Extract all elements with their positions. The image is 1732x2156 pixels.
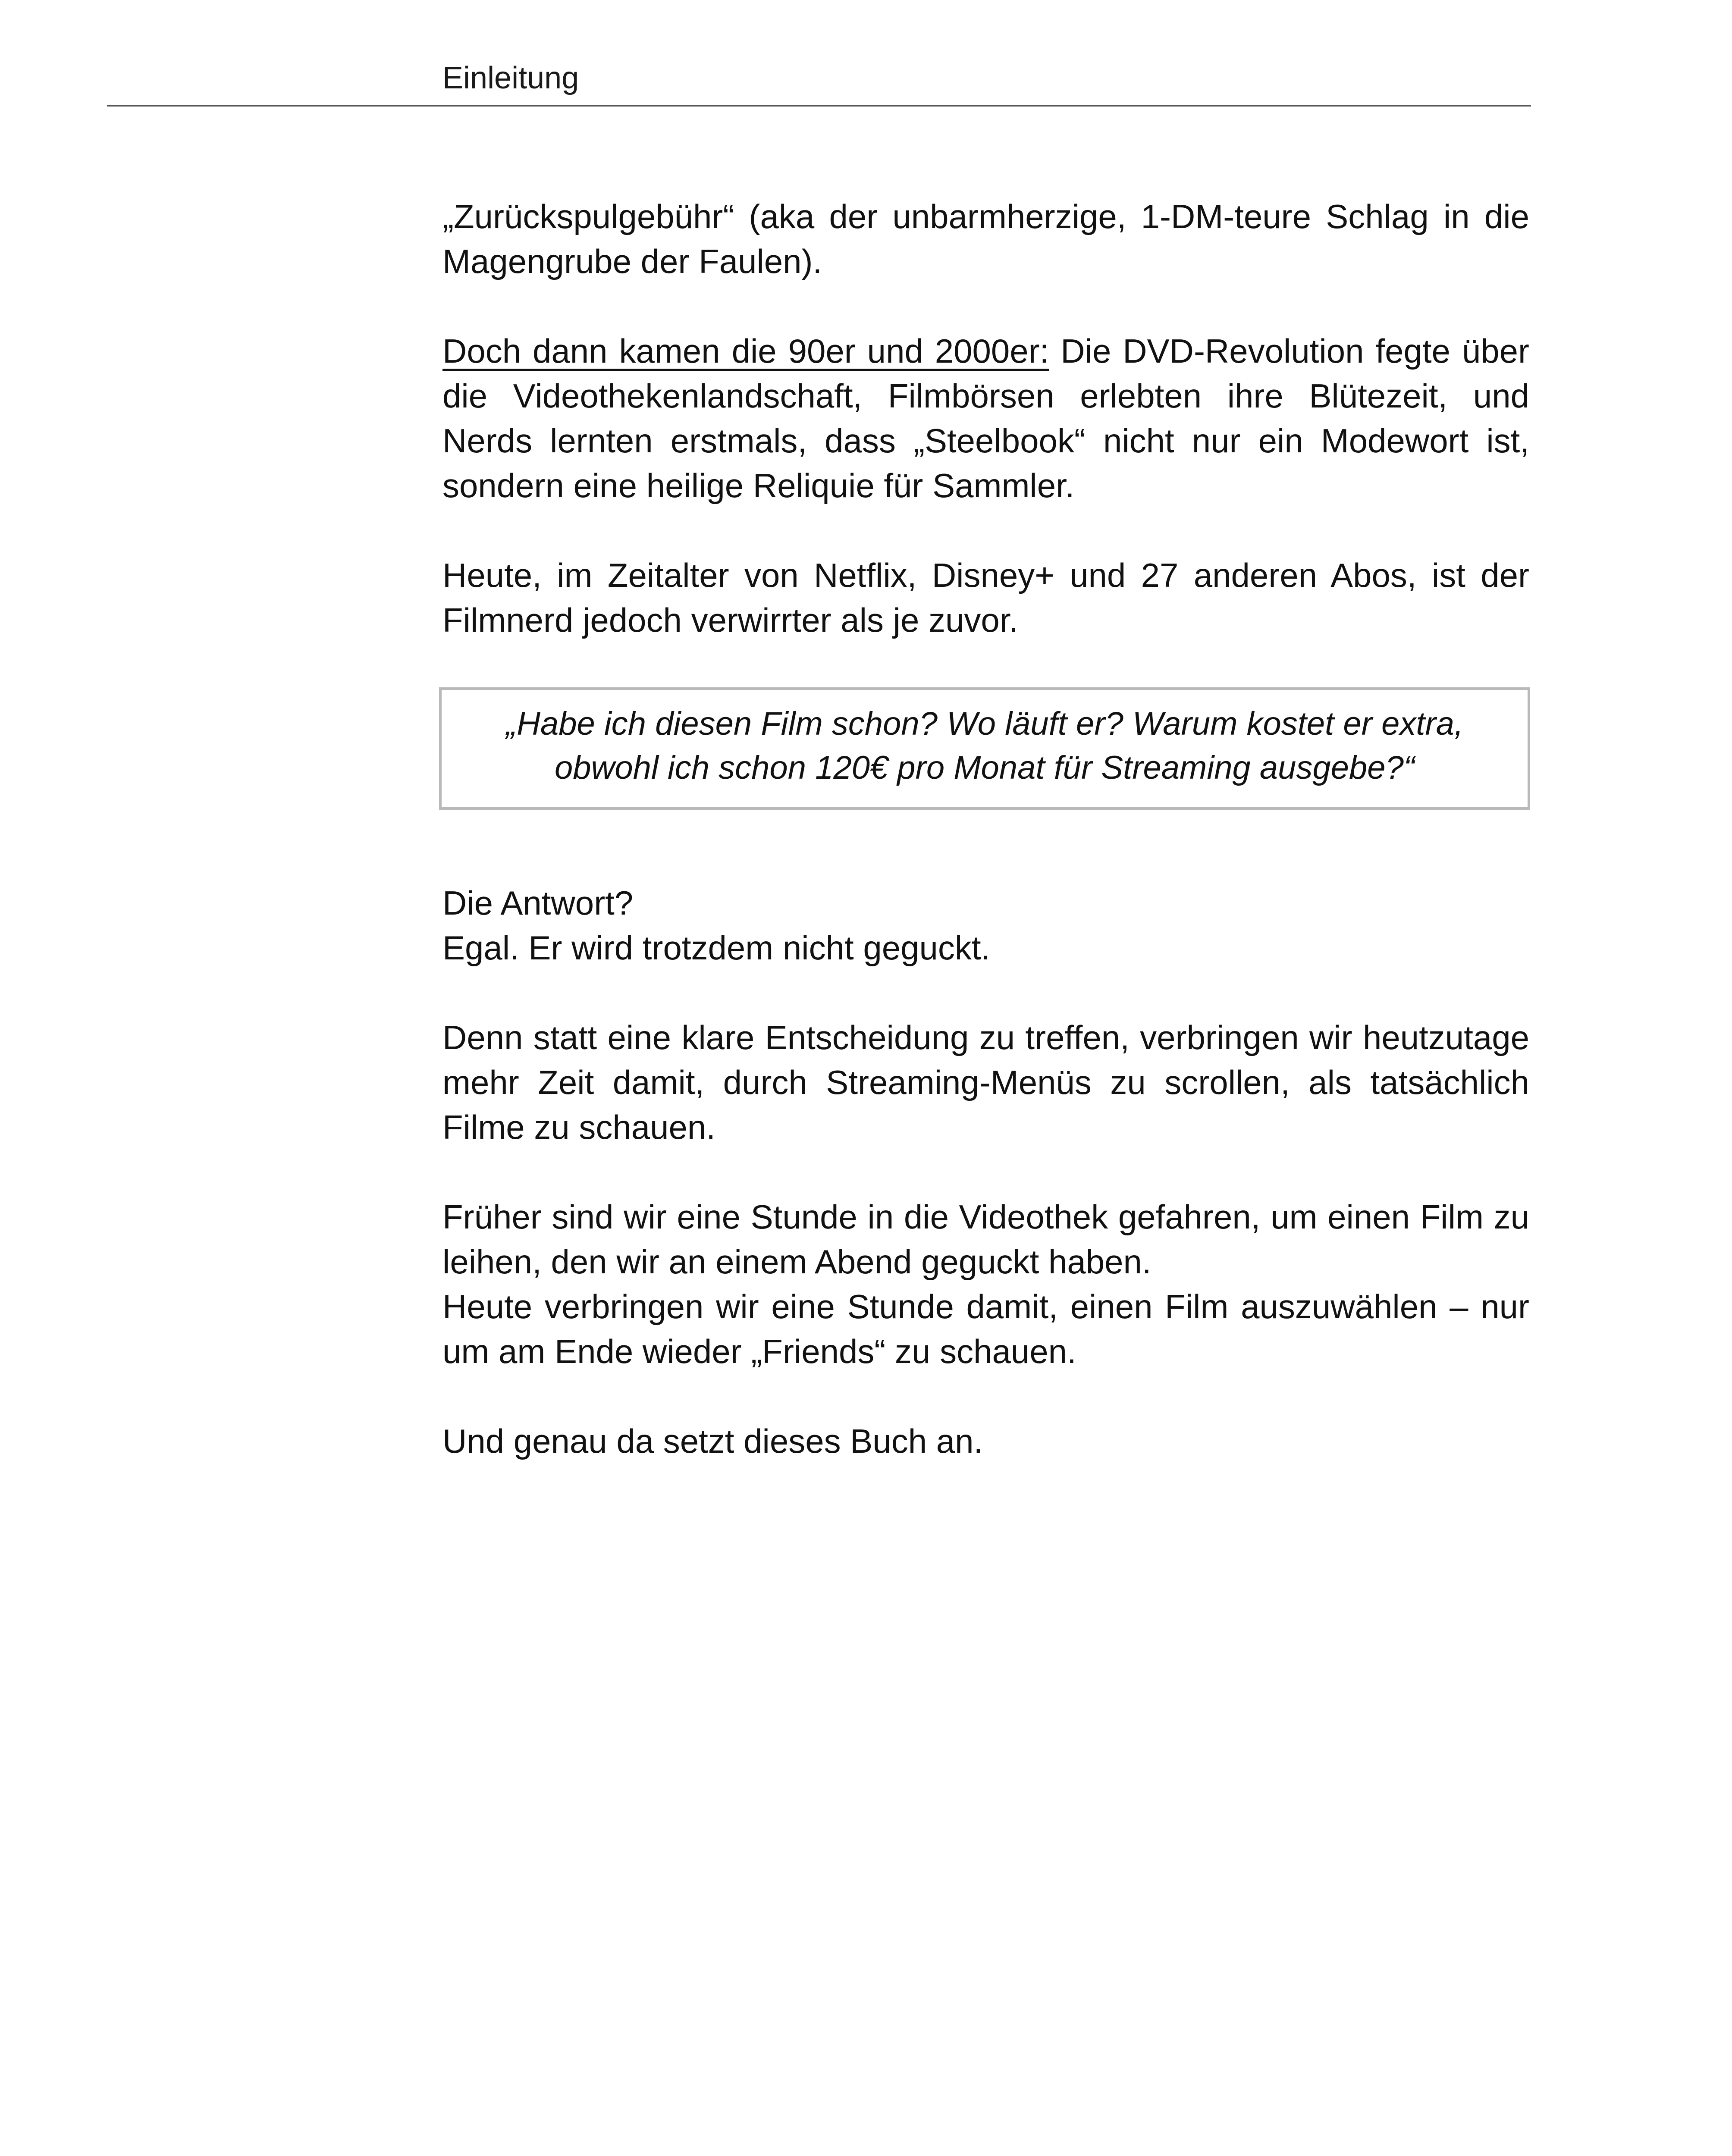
- then-text: Früher sind wir eine Stunde in die Videothek gefahren, um einen Film zu leihen, den wir an einem Abend geguckt haben.: [442, 1198, 1529, 1281]
- quote-line-2: obwohl ich schon 120€ pro Monat für Streaming ausgebe?“: [554, 749, 1415, 786]
- paragraph-streaming-today: Heute, im Zeitalter von Netflix, Disney+ und 27 anderen Abos, ist der Filmnerd jedoch verwirrter als je zuvor.: [442, 556, 1529, 639]
- quote-box: [439, 687, 1530, 810]
- answer-text: Egal. Er wird trotzdem nicht geguckt.: [442, 929, 991, 967]
- running-header: Einleitung: [442, 61, 579, 95]
- paragraph-book-intro: Und genau da setzt dieses Buch an.: [442, 1422, 983, 1460]
- paragraph-then-and-now: [442, 1194, 1529, 1374]
- quote-line-1: „Habe ich diesen Film schon? Wo läuft er? Warum kostet er extra,: [505, 705, 1464, 742]
- underlined-lead-in: Doch dann kamen die 90er und 2000er:: [442, 332, 1049, 370]
- answer-question: Die Antwort?: [442, 884, 634, 922]
- paragraph-scrolling: Denn statt eine klare Entscheidung zu treffen, verbringen wir heutzutage mehr Zeit damit, durch Streaming-Menüs zu scrollen, als tatsächlich Filme zu schauen.: [442, 1018, 1529, 1146]
- paragraph-rewind-fee: „Zurückspulgebühr“ (aka der unbarmherzige, 1-DM-teure Schlag in die Magengrube der Faulen).: [442, 197, 1529, 280]
- body-text: [442, 194, 1529, 1508]
- paragraph-dvd-era-text: Die DVD-Revolution fegte über die Videothekenlandschaft, Filmbörsen erlebten ihre Blütezeit, und Nerds lernten erstmals, dass „Steelbook“ nicht nur ein Modewort ist, sondern eine heilige Reliquie für Sammler.: [442, 332, 1529, 505]
- now-text: Heute verbringen wir eine Stunde damit, einen Film auszuwählen – nur um am Ende wieder „Friends“ zu schauen.: [442, 1288, 1529, 1370]
- paragraph-answer: [442, 881, 1529, 970]
- header-rule: [107, 105, 1531, 107]
- paragraph-dvd-era: [442, 329, 1529, 508]
